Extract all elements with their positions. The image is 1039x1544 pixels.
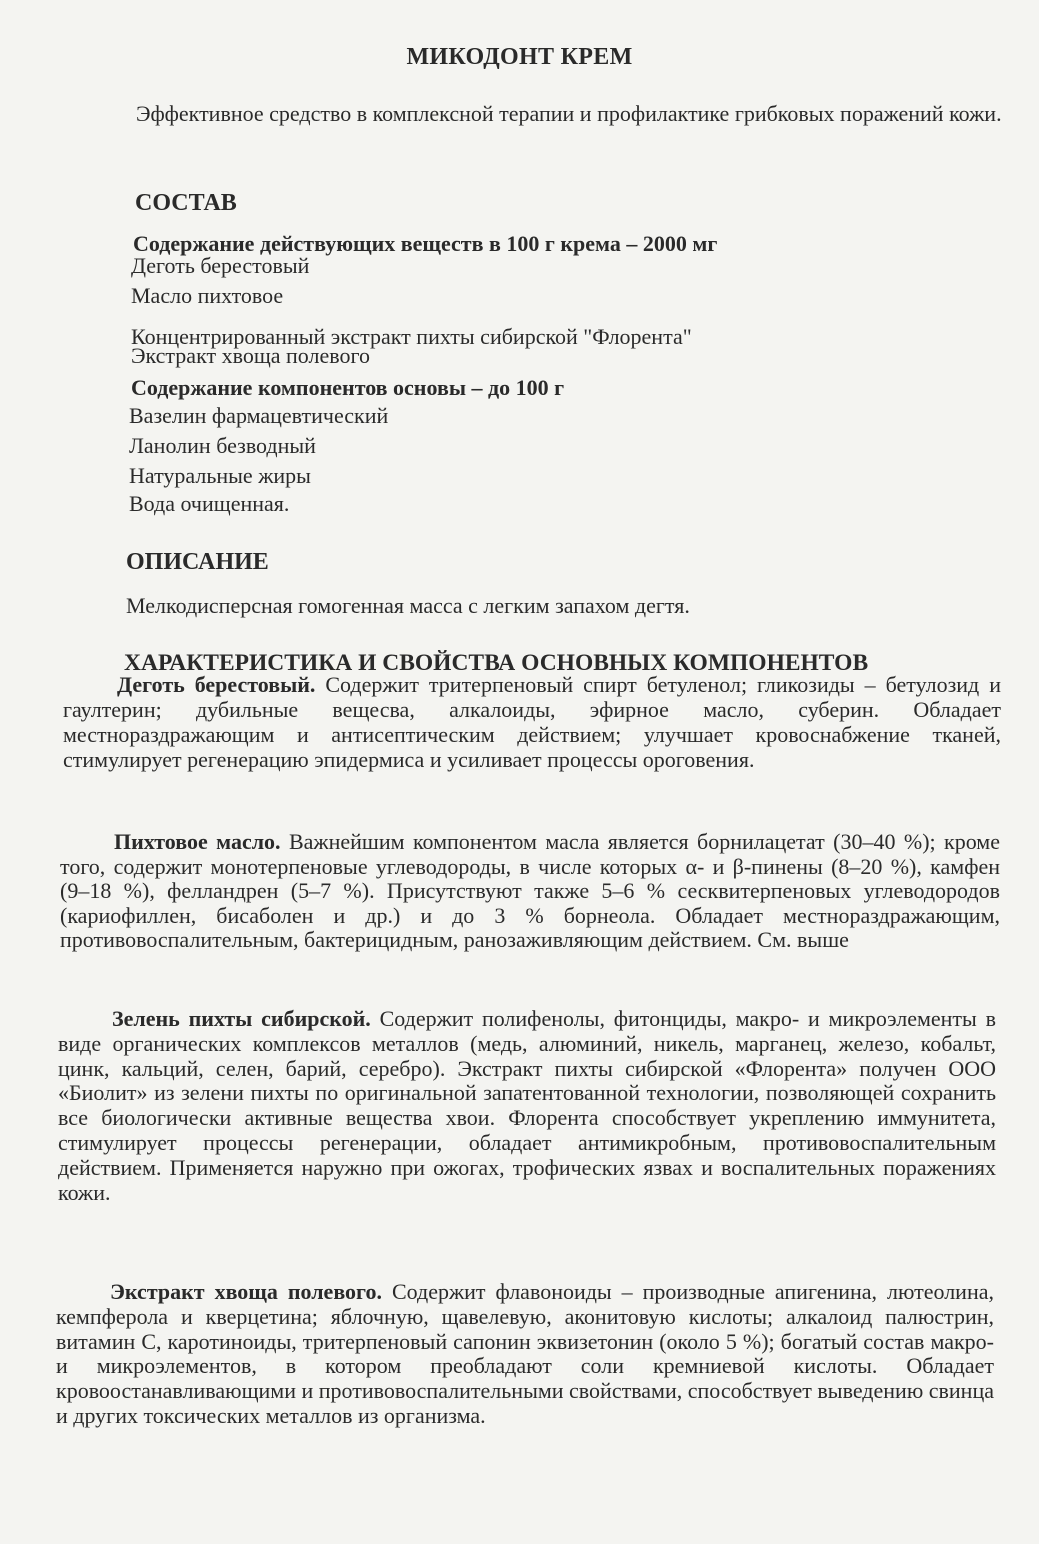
- active-substances-header: Содержание действующих веществ в 100 г крема – 2000 мг: [133, 231, 718, 256]
- paragraph-text: Содержит тритерпеновый спирт бетуленол; гликозиды – бетулозид и гаултерин; дубильные вещесва, алкалоиды, эфирное масло, суберин. Обладает местнораздражающим и антисептическим действием; улучшает кровоснабжение тканей, стимулирует регенерацию эпидермиса и усиливает процессы ороговения.: [63, 672, 1001, 772]
- active-item: Экстракт хвоща полевого: [131, 343, 370, 368]
- description-heading: ОПИСАНИЕ: [126, 549, 269, 575]
- paragraph-lead: Деготь берестовый.: [117, 672, 316, 697]
- property-paragraph-birch-tar: [63, 672, 1001, 772]
- property-paragraph-fir-greens: [58, 1007, 996, 1205]
- paragraph-text: Важнейшим компонентом масла является борнилацетат (30–40 %); кроме того, содержит монотерпеновые углеводороды, в числе которых α- и β-пинены (8–20 %), камфен (9–18 %), фелландрен (5–7 %). Присутствуют также 5–6 % сесквитерпеновых углеводородов (кариофиллен, бисаболен и др.) и до 3 % борнеола. Обладает местнораздражающим, противовоспалительным, бактерицидным, ранозаживляющим действием. См. выше: [60, 829, 1000, 952]
- description-text: Мелкодисперсная гомогенная масса с легким запахом дегтя.: [126, 593, 690, 618]
- active-item: Деготь берестовый: [131, 253, 310, 278]
- document-title: МИКОДОНТ КРЕМ: [406, 44, 633, 70]
- base-item: Вазелин фармацевтический: [129, 403, 389, 428]
- base-components-header: Содержание компонентов основы – до 100 г: [131, 375, 565, 400]
- paragraph-text: Содержит флавоноиды – производные апигенина, лютеолина, кемпферола и кверцетина; яблочную, щавелевую, аконитовую кислоты; алкалоид палюстрин, витамин С, каротиноиды, тритерпеновый сапонин эквизетонин (около 5 %); богатый состав макро- и микроэлементов, в котором преобладают соли кремниевой кислоты. Обладает кровоостанавливающими и противовоспалительными свойствами, способствует выведению свинца и других токсических металлов из организма.: [56, 1279, 994, 1428]
- base-item: Натуральные жиры: [129, 463, 311, 488]
- active-item: Масло пихтовое: [131, 283, 284, 308]
- property-paragraph-fir-oil: [60, 830, 1000, 953]
- intro-paragraph: Эффективное средство в комплексной терапии и профилактике грибковых поражений кожи.: [136, 101, 1002, 126]
- active-item: Концентрированный экстракт пихты сибирской "Флорента": [131, 324, 692, 349]
- base-item: Вода очищенная.: [129, 491, 290, 516]
- base-item: Ланолин безводный: [129, 433, 316, 458]
- property-paragraph-horsetail: [56, 1280, 994, 1429]
- paragraph-text: Содержит полифенолы, фитонциды, макро- и микроэлементы в виде органических комплексов металлов (медь, алюминий, никель, марганец, железо, кобальт, цинк, кальций, селен, барий, серебро). Экстракт пихты сибирской «Флорента» получен ООО «Биолит» из зелени пихты по оригинальной запатентованной технологии, позволяющей сохранить все биологически активные вещества хвои. Флорента способствует укреплению иммунитета, стимулирует процессы регенерации, обладает антимикробным, противовоспалительным действием. Применяется наружно при ожогах, трофических язвах и воспалительных поражениях кожи.: [58, 1006, 996, 1205]
- paragraph-lead: Экстракт хвоща полевого.: [110, 1279, 382, 1304]
- paragraph-lead: Зелень пихты сибирской.: [112, 1006, 371, 1031]
- paragraph-lead: Пихтовое масло.: [114, 829, 281, 854]
- composition-heading: СОСТАВ: [135, 190, 237, 216]
- properties-heading: ХАРАКТЕРИСТИКА И СВОЙСТВА ОСНОВНЫХ КОМПОНЕНТОВ: [124, 650, 869, 676]
